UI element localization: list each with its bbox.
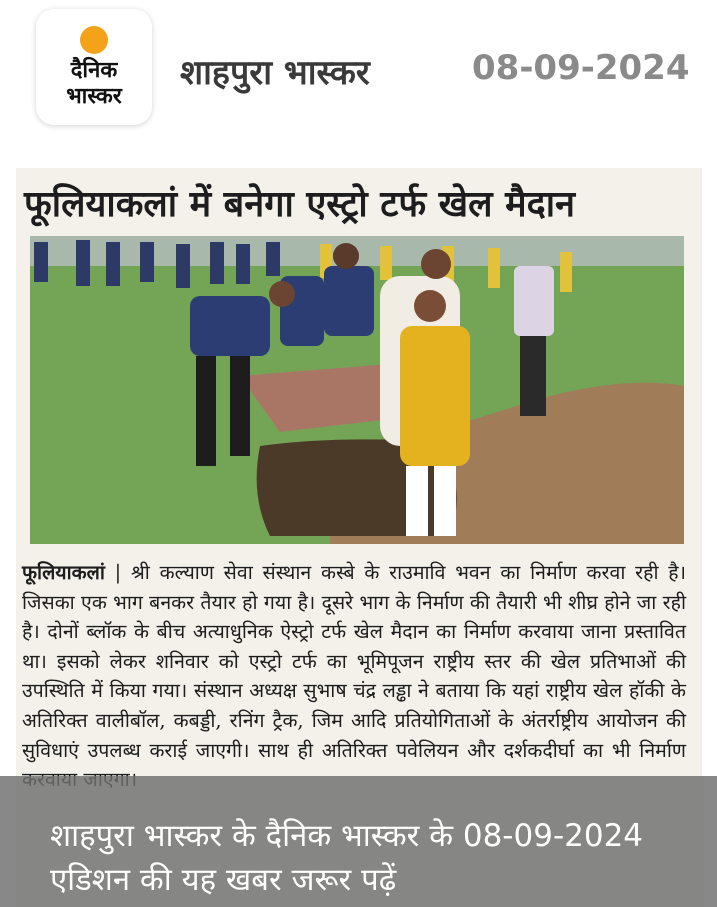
caption-text: शाहपुरा भास्कर के दैनिक भास्कर के 08-09-2024 एडिशन की यह खबर जरूर पढ़ें: [50, 818, 644, 898]
article-headline: फूलियाकलां में बनेगा एस्ट्रो टर्फ खेल मैदान: [24, 183, 576, 225]
caption-overlay: [0, 776, 717, 907]
article-dateline: फूलियाकलां: [22, 561, 105, 584]
edition-date: 08-09-2024: [472, 48, 690, 88]
article-body: [22, 558, 686, 795]
sun-icon: [80, 26, 108, 54]
logo-text-line2: भास्कर: [66, 84, 122, 109]
dainik-bhaskar-logo[interactable]: [36, 9, 152, 125]
app-header: [0, 0, 717, 140]
article-text: | श्री कल्याण सेवा संस्थान कस्बे के राउमावि भवन का निर्माण करवा रही है। जिसका एक भाग बनकर तैयार हो गया है। दूसरे भाग के निर्माण की तैयारी भी शीघ्र होने जा रही है। दोनों ब्लॉक के बीच अत्याधुनिक ऐस्ट्रो टर्फ खेल मैदान का निर्माण करवाया जाना प्रस्तावित था। इसको लेकर शनिवार को एस्ट्रो टर्फ का भूमिपूजन राष्ट्रीय स्तर की खेल प्रतिभाओं की उपस्थिति में किया गया। संस्थान अध्यक्ष सुभाष चंद्र लड्ढा ने बताया कि यहां राष्ट्रीय खेल हॉकी के अतिरिक्त वालीबॉल, कबड्डी, रनिंग ट्रैक, जिम आदि प्रतियोगिताओं के अंतर्राष्ट्रीय आयोजन की सुविधाएं उपलब्ध कराई जाएगी। साथ ही अतिरिक्त पवेलियन और दर्शकदीर्घा का भी निर्माण: [22, 561, 686, 762]
article-photo: [30, 236, 684, 544]
edition-title: शाहपुरा भास्कर: [180, 53, 370, 93]
logo-text-line1: दैनिक: [70, 58, 118, 83]
